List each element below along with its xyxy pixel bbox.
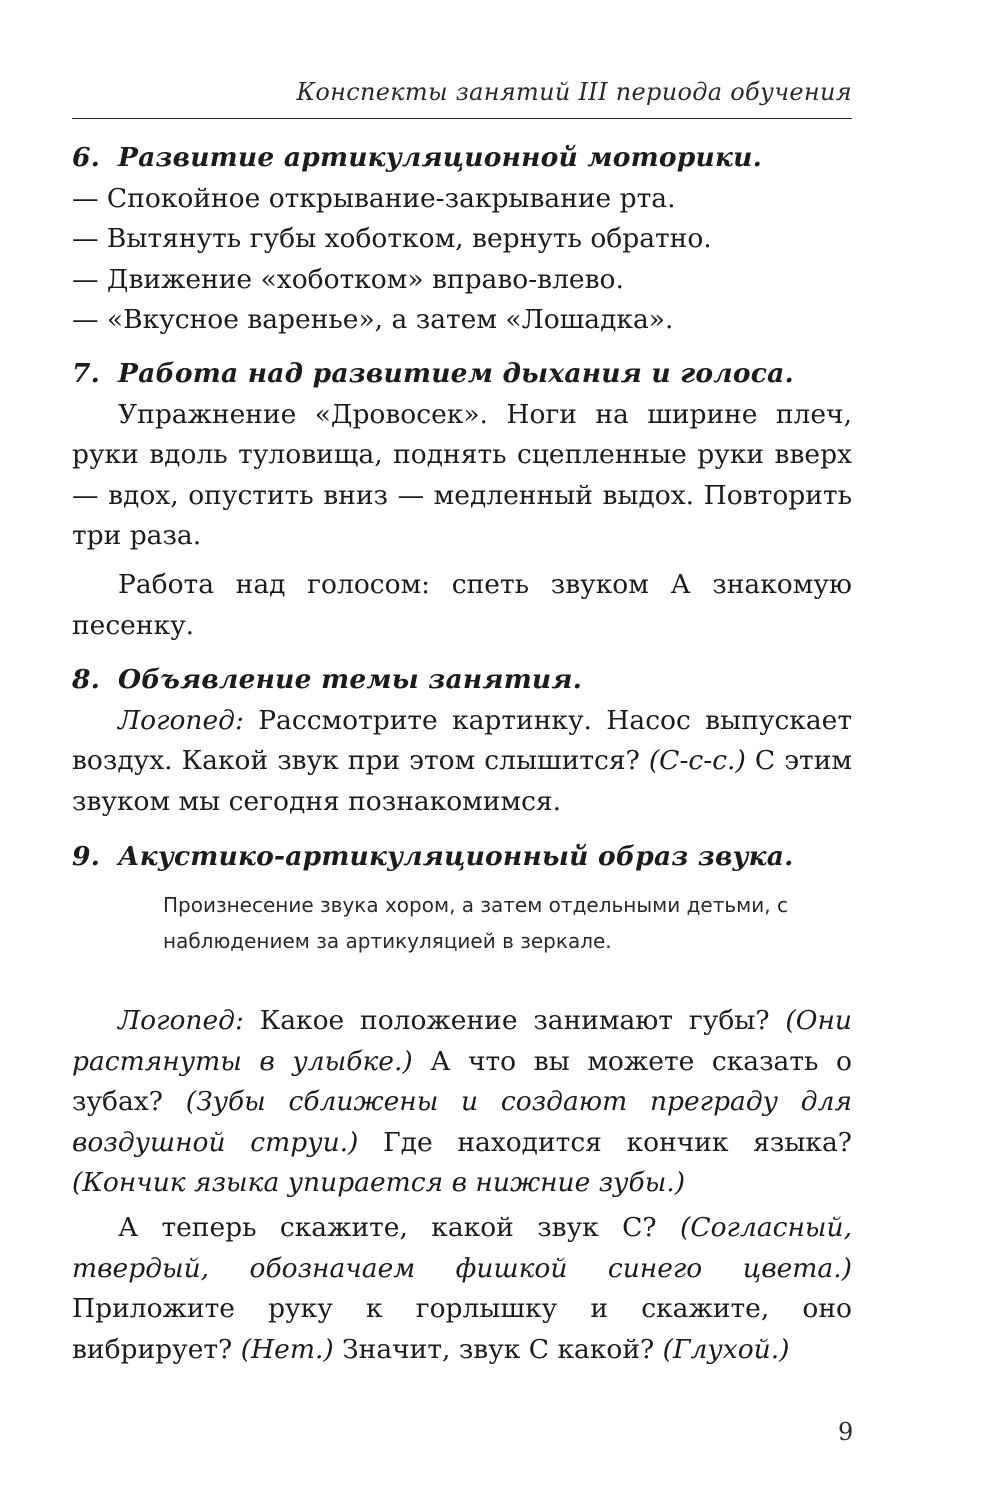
header-rule	[72, 118, 852, 119]
speaker-label: Логопед:	[118, 1005, 244, 1037]
section-number: 6.	[72, 142, 101, 173]
exercise-item: — «Вкусное варенье», а затем «Лошадка».	[72, 304, 674, 336]
section-title: Работа над развитием дыхания и голоса.	[118, 357, 794, 389]
voice-exercise-paragraph: Работа над голосом: спеть звуком А знакомую песенку.	[72, 568, 852, 641]
section-9-heading	[72, 837, 852, 878]
section-title: Акустико-артикуляционный образ звука.	[118, 840, 794, 872]
expected-answer: (Зубы сближены и создают преграду для воздушной струи.)	[72, 1086, 852, 1158]
section-6-heading	[72, 138, 852, 179]
running-head: Конспекты занятий III периода обучения	[296, 78, 852, 106]
dialogue-text: А что вы можете сказать о зубах?	[72, 1045, 852, 1118]
section-title: Развитие артикуляционной моторики.	[118, 142, 762, 173]
articulation-dialogue-paragraph	[72, 1001, 852, 1204]
breathing-exercise-paragraph: Упражнение «Дровосек». Ноги на ширине плеч, руки вдоль туловища, поднять сцепленные руки вверх — вдох, опустить вниз — медленный выдох. Повторить три раза.	[72, 398, 852, 552]
dialogue-text: Значит, звук С какой?	[333, 1333, 663, 1365]
expected-answer: (С-с-с.)	[648, 745, 746, 777]
speaker-label: Логопед:	[118, 704, 244, 736]
expected-answer: (Они растянуты в улыбке.)	[72, 1005, 852, 1077]
expected-answer: (Кончик языка упирается в нижние зубы.)	[72, 1167, 686, 1199]
exercise-item: — Движение «хоботком» вправо-влево.	[72, 263, 624, 295]
section-number: 8.	[72, 664, 101, 696]
topic-paragraph	[72, 701, 852, 823]
section-8-heading	[72, 660, 852, 701]
section-number: 7.	[72, 357, 101, 389]
dialogue-text: Рассмотрите картинку. Насос выпускает воздух. Какой звук при этом слышится?	[72, 704, 852, 777]
page-content	[72, 138, 852, 1370]
dialogue-text: Приложите руку к горлышку и скажите, оно вибрирует?	[72, 1293, 852, 1365]
exercise-item: — Вытянуть губы хоботком, вернуть обратно.	[72, 223, 712, 255]
expected-answer: (Глухой.)	[662, 1333, 790, 1365]
section-number: 9.	[72, 840, 101, 872]
expected-answer: (Нет.)	[240, 1333, 334, 1365]
section-title: Объявление темы занятия.	[118, 664, 583, 696]
dialogue-text: Где находится кончик языка?	[358, 1126, 852, 1158]
expected-answer: (Согласный, твердый, обозначаем фишкой синего цвета.)	[72, 1212, 852, 1284]
page-number: 9	[838, 1418, 854, 1446]
dialogue-text: А теперь скажите, какой звук С?	[118, 1212, 680, 1244]
exercise-item: — Спокойное открывание-закрывание рта.	[72, 182, 676, 214]
dialogue-text: Какое положение занимают губы?	[243, 1005, 786, 1037]
section-7-heading	[72, 354, 852, 395]
method-note: Произнесение звука хором, а затем отдельными детьми, с наблюдением за артикуляцией в зеркале.	[163, 893, 788, 954]
sound-characteristics-paragraph	[72, 1208, 852, 1370]
dialogue-text: С этим звуком мы сегодня познакомимся.	[72, 745, 852, 817]
